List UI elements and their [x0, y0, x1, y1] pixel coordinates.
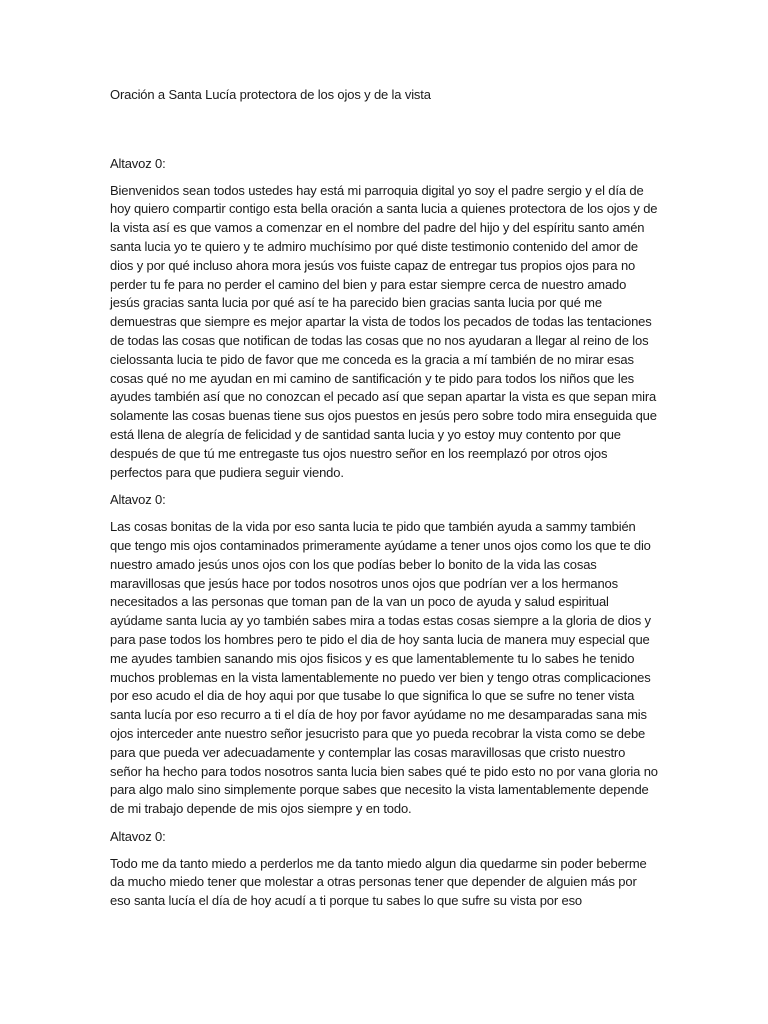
document-title: Oración a Santa Lucía protectora de los ojos y de la vista: [110, 87, 431, 102]
speaker-label: Altavoz 0:: [110, 155, 166, 171]
transcript-paragraph: Todo me da tanto miedo a perderlos me da tanto miedo algun dia quedarme sin poder beberme da mucho miedo tener que molestar a otras personas tener que depender de alguien más por eso santa lucía el día de hoy acudí a ti porque tu sabes lo que sufre su vista por eso: [110, 855, 647, 909]
speaker-label: Altavoz 0:: [110, 828, 166, 844]
transcript-paragraph: Bienvenidos sean todos ustedes hay está mi parroquia digital yo soy el padre sergio y el día de hoy quiero compartir contigo esta bella oración a santa lucia a quienes protectora de los ojos y de la vista así es que vamos a comenzar en el nombre del padre del hijo y del espíritu santo amén santa lucia yo te quiero y te admiro muchísimo por qué diste testimonio contenido del amor de dios y por qué incluso ahora mora jesús vos fuiste capaz de entregar tus propios ojos para no perder tu fe para no perder el camino del bien y para estar siempre cerca de nuestro amado jesús gracias santa lucia por qué así te ha parecido bien gracias santa lucia por qué me demuestras que siempre es mejor apartar la vista de todos los pecados de todas las tentaciones de todas las cosas que notifican de todas las cosas que no nos ayudaran a llegar al reino de los cielossanta lucia te pido de favor que me conceda es la gracia a mí también de no mirar esas cosas qué no me ayudan en mi camino de santificación y te pido para todos los niños que les ayudes también así que no conozcan el pecado así que sepan apartar la vista es que sepan mira solamente las cosas buenas tiene sus ojos puestos en jesús pero sobre todo mira enseguida que está llena de alegría de felicidad y de santidad santa lucia y yo estoy muy contento por que después de que tú me entregaste tus ojos nuestro señor en los reemplazó por otros ojos perfectos para que pudiera seguir viendo.: [110, 182, 658, 480]
transcript-paragraph: Las cosas bonitas de la vida por eso santa lucia te pido que también ayuda a sammy también que tengo mis ojos contaminados primeramente ayúdame a tener unos ojos como los que te dio nuestro amado jesús unos ojos con los que podías beber lo bonito de la vida las cosas maravillosas que jesús hace por todos nosotros unos ojos que podrían ver a los hermanos necesitados a las personas que toman pan de la van un poco de ayuda y salud espiritual ayúdame santa lucia ay yo también sabes mira a todas estas cosas siempre a la gloria de dios y para pase todos los hombres pero te pido el dia de hoy santa lucia de manera muy especial que me ayudes tambien sanando mis ojos fisicos y es que lamentablemente tu lo sabes he tenido muchos problemas en la vista lamentablemente no puedo ver bien y tengo otras complicaciones por eso acudo el dia de hoy aqui por que tusabe lo que significa lo que se sufre no tener vista santa lucía por eso recurro a ti el día de hoy por favor ayúdame no me desamparadas sana mis ojos interceder ante nuestro señor jesucristo para que yo pueda recobrar la vista como se debe para que pueda ver adecuadamente y contemplar las cosas maravillosas que cristo nuestro señor ha hecho para todos nosotros santa lucia bien sabes qué te pido esto no por vana gloria no para algo malo sino simplemente porque sabes que necesito la vista lamentablemente depende de mi trabajo depende de mis ojos siempre y en todo.: [110, 519, 658, 817]
document-body: [110, 86, 658, 920]
speaker-label: Altavoz 0:: [110, 492, 166, 508]
